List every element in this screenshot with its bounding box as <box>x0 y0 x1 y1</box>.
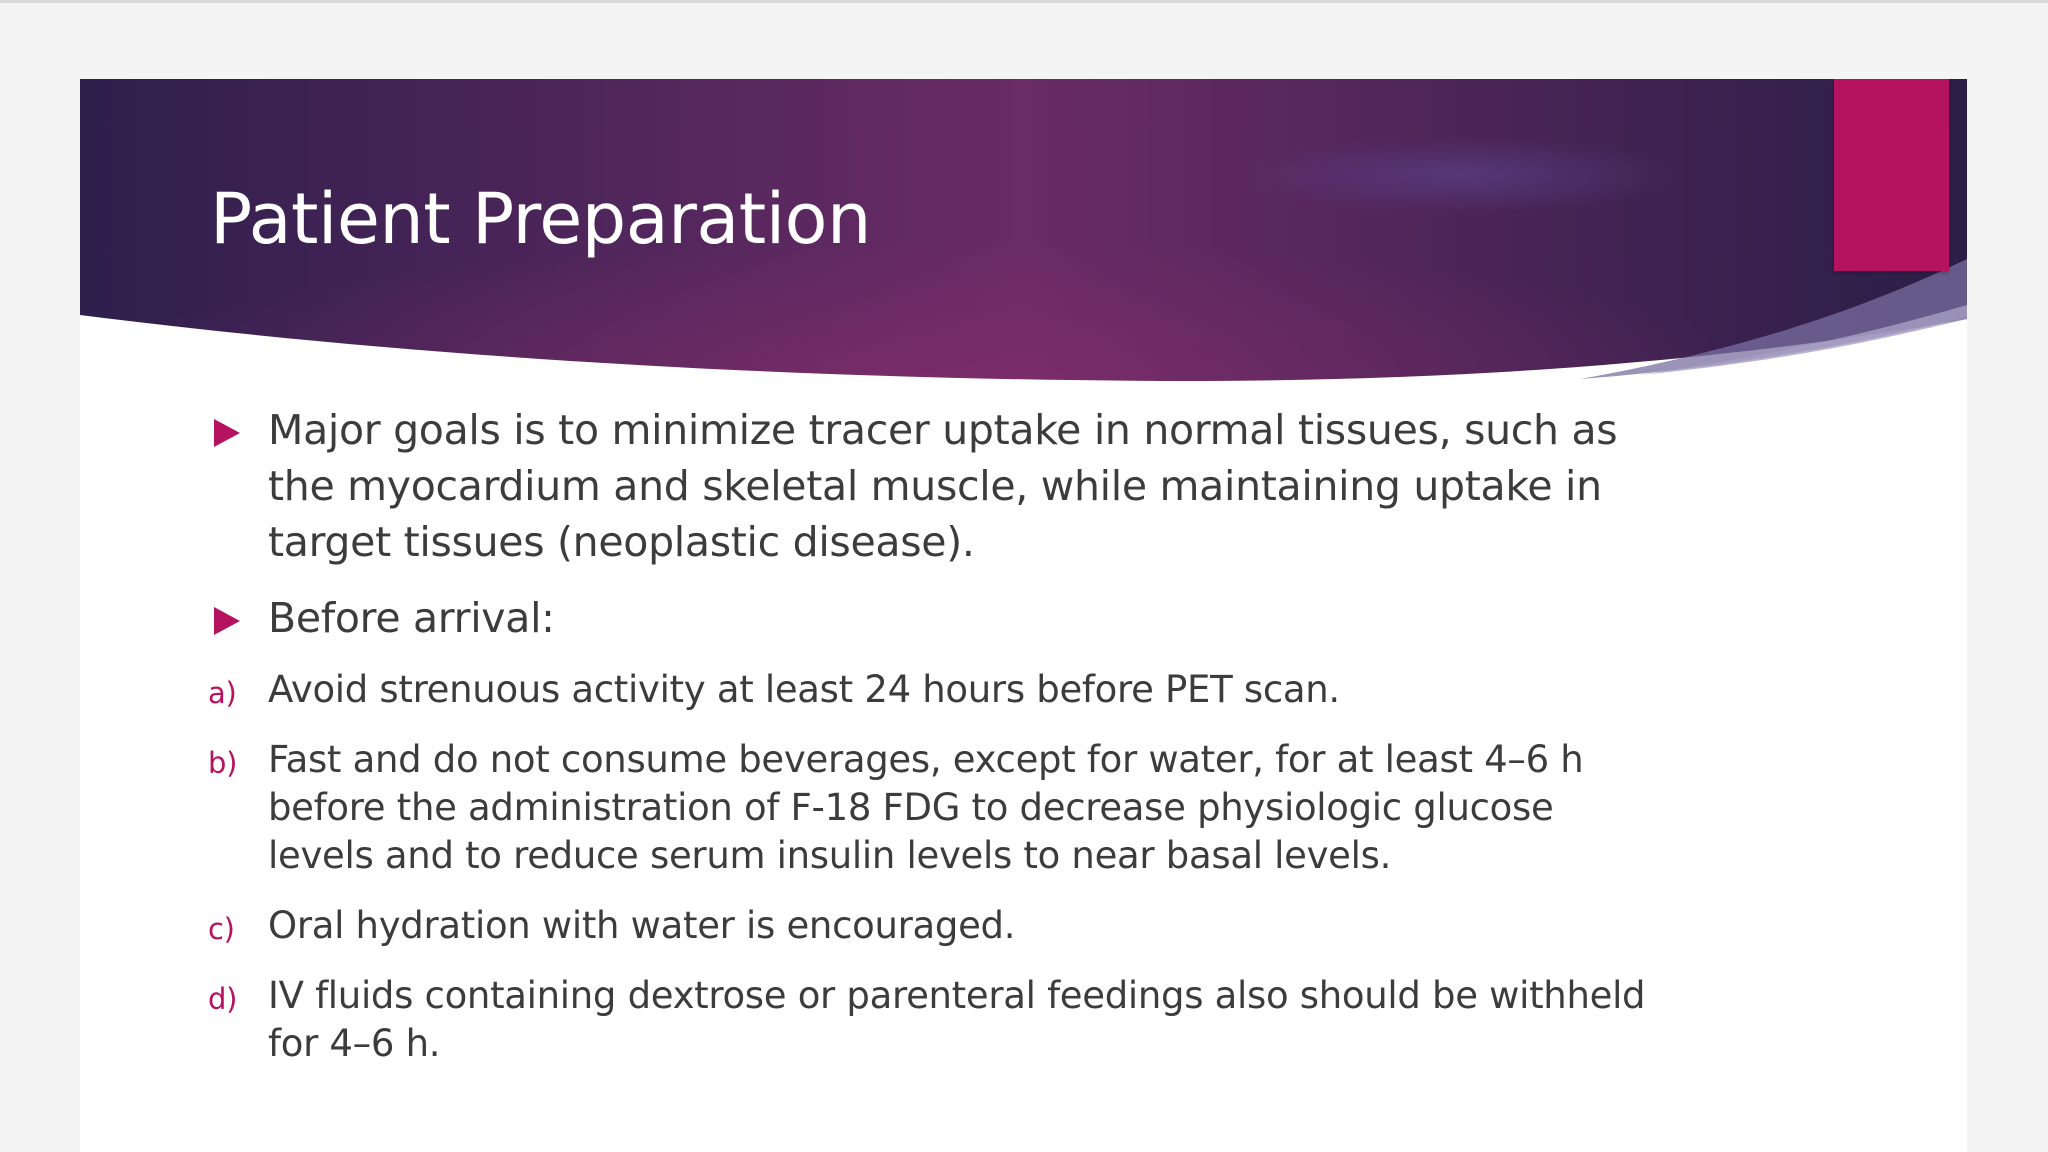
slide-title: Patient Preparation <box>210 178 871 260</box>
sub-item-text: Avoid strenuous activity at least 24 hours before PET scan. <box>268 668 1340 711</box>
bullet-text: Before arrival: <box>268 594 555 642</box>
slide-body <box>208 402 1648 1068</box>
list-letter: c) <box>208 912 235 946</box>
list-letter: a) <box>208 676 237 710</box>
sub-item-text: Oral hydration with water is encouraged. <box>268 904 1016 947</box>
sub-list-item <box>208 666 1648 714</box>
triangle-right-icon <box>214 419 240 447</box>
triangle-right-icon <box>214 607 240 635</box>
bullet-item <box>208 402 1648 570</box>
bullet-text: Major goals is to minimize tracer uptake in normal tissues, such as the myocardium and skeletal muscle, while maintaining uptake in target tissues (neoplastic disease). <box>268 406 1618 566</box>
sub-item-text: Fast and do not consume beverages, except for water, for at least 4–6 h before the administration of F-18 FDG to decrease physiologic glucose levels and to reduce serum insulin levels to near basal levels. <box>268 738 1584 877</box>
sub-list-item <box>208 902 1648 950</box>
bullet-item <box>208 590 1648 646</box>
sub-item-text: IV fluids containing dextrose or parenteral feedings also should be withheld for 4–6 h. <box>268 974 1646 1065</box>
list-letter: d) <box>208 982 238 1016</box>
sub-list-item <box>208 736 1648 880</box>
sub-list-item <box>208 972 1648 1068</box>
top-border <box>0 0 2048 3</box>
accent-tab <box>1834 79 1949 271</box>
list-letter: b) <box>208 746 238 780</box>
